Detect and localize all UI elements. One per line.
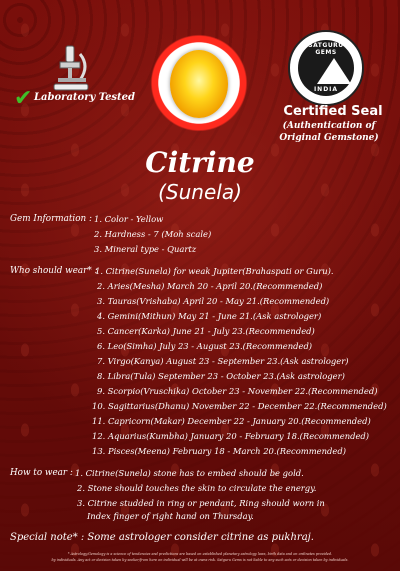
microscope-icon — [50, 44, 92, 92]
gem-info-label: Gem Information : — [10, 214, 92, 224]
disclaimer-line: by individuals. Any act or decision taken by seeker/from here on individual will be at owns risk. Satguru Gems is not liable to any such acts or decision taken by individuals. — [51, 558, 349, 562]
gem-info-item: 1. Color - Yellow — [94, 214, 164, 224]
disclaimer-line: * Astrology/Gemology is a science of tendencies and predictions are based on established planetary astrology laws, birth data and on ordinates provided. — [67, 552, 333, 556]
how-to-wear-item: Index finger of right hand on Thursday. — [87, 511, 254, 521]
special-note: Special note* : Some astrologer consider citrine as pukhraj. — [10, 532, 314, 543]
wear-list-item: 6. Leo(Simha) July 23 - August 23.(Recommended) — [97, 341, 313, 351]
page-subtitle: (Sunela) — [158, 180, 242, 204]
certified-seal-subtitle: (Authentication of Original Gemstone) — [279, 121, 379, 143]
wear-list-item: 7. Virgo(Kanya) August 23 - September 23.(Ask astrologer) — [97, 356, 349, 366]
wear-list-item: 5. Cancer(Karka) June 21 - July 23.(Recommended) — [97, 326, 315, 336]
wear-list-item: 8. Libra(Tula) September 23 - October 23.(Ask astrologer) — [97, 371, 345, 381]
how-to-wear-label: How to wear : — [10, 468, 73, 478]
lab-tested-label: Laboratory Tested — [34, 92, 136, 103]
wear-list-item: 11. Capricorn(Makar) December 22 - January 20.(Recommended) — [92, 416, 371, 426]
page-title: Citrine — [145, 146, 255, 179]
wear-list-item: 2. Aries(Mesha) March 20 - April 20.(Recommended) — [97, 281, 323, 291]
who-should-wear-label: Who should wear* : — [10, 266, 98, 276]
seal-bottom-text: INDIA — [313, 86, 339, 93]
how-to-wear-item: 2. Stone should touches the skin to circulate the energy. — [77, 483, 317, 493]
wear-list-item: 13. Pisces(Meena) February 18 - March 20.(Recommended) — [92, 446, 346, 456]
how-to-wear-item: 1. Citrine(Sunela) stone has to embed should be gold. — [75, 468, 304, 478]
how-to-wear-item: 3. Citrine studded in ring or pendant, Ring should worn in — [77, 498, 325, 508]
seal-top-text: SATGURU GEMS — [308, 42, 344, 56]
gem-info-item: 3. Mineral type - Quartz — [94, 244, 197, 254]
certified-seal-title: Certified Seal — [283, 104, 383, 119]
citrine-gem-image — [170, 50, 228, 118]
wear-list-item: 4. Gemini(Mithun) May 21 - June 21.(Ask astrologer) — [97, 311, 322, 321]
seal-triangle-icon — [317, 58, 351, 84]
wear-list-item: 10. Sagittarius(Dhanu) November 22 - December 22.(Recommended) — [92, 401, 387, 411]
check-icon: ✔ — [14, 86, 33, 111]
certified-seal-logo — [288, 30, 364, 106]
wear-list-item: 9. Scorpio(Vruschika) October 23 - November 22.(Recommended) — [97, 386, 378, 396]
wear-list-item: 12. Aquarius(Kumbha) January 20 - February 18.(Recommended) — [92, 431, 370, 441]
wear-list-item: 3. Tauras(Vrishaba) April 20 - May 21.(Recommended) — [97, 296, 330, 306]
wear-list-item: 1. Citrine(Sunela) for weak Jupiter(Brahaspati or Guru). — [95, 266, 334, 276]
gem-info-item: 2. Hardness - 7 (Moh scale) — [94, 229, 212, 239]
